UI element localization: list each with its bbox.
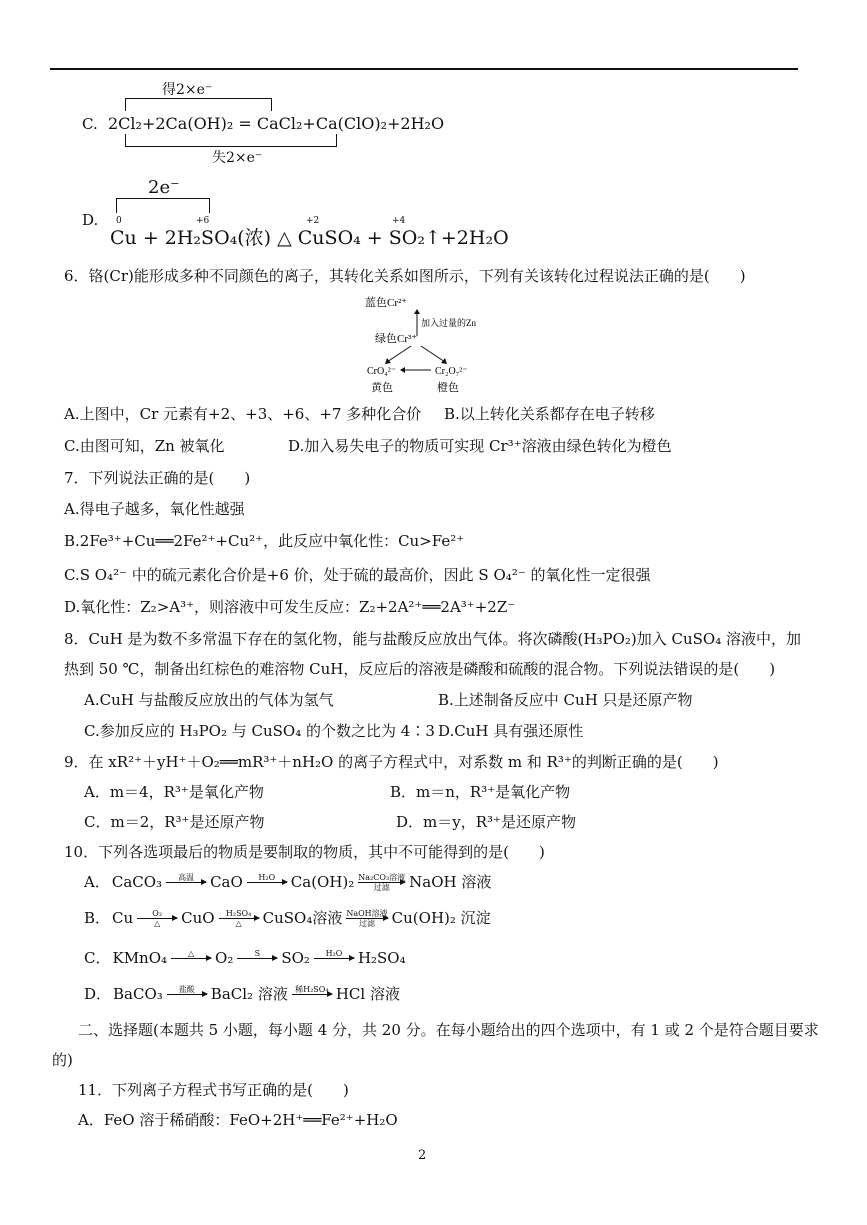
q5-d-ox-s4: +4 (392, 216, 406, 226)
reaction-arrow: NaOH溶液 过滤 (346, 909, 388, 928)
arrow-to-cr2o7 (421, 346, 445, 362)
q5-c-gain-bracket (125, 98, 272, 111)
q5-c-label: C. (82, 115, 98, 133)
section2-instructions-line1: 二、选择题(本题共 5 小题，每小题 4 分，共 20 分。在每小题给出的四个选项中，有 1 或 2 个是符合题目要求 (78, 1021, 819, 1039)
reaction-arrow: 高温 (166, 873, 206, 892)
q10-a-substance: NaOH 溶液 (409, 873, 492, 891)
q10-option-b (84, 908, 491, 928)
q10-b-substance: Cu(OH)₂ 沉淀 (391, 909, 491, 927)
reaction-arrow: 稀H₂SO₄ (292, 985, 332, 1004)
q10-c-substance: SO₂ (281, 949, 310, 967)
q10-a-label: A． (84, 873, 110, 891)
arrow-head-horizontal (400, 367, 405, 373)
q9-option-a: A．m＝4，R³⁺是氧化产物 (84, 783, 264, 801)
q8-option-b: B.上述制备反应中 CuH 只是还原产物 (438, 691, 693, 709)
q5-d-equation: Cu + 2H₂SO₄(浓) △ CuSO₄ + SO₂↑+2H₂O (110, 227, 509, 249)
q5-c-gain-label: 得2×e⁻ (162, 82, 213, 98)
reaction-arrow: O₂ △ (137, 909, 177, 928)
q11-option-a: A．FeO 溶于稀硝酸：FeO+2H⁺══Fe²⁺+H₂O (78, 1111, 398, 1129)
q5-d-electron-label: 2e⁻ (148, 177, 180, 198)
q5-d-ox-s: +6 (196, 216, 210, 226)
arrow-head-up (414, 309, 420, 314)
q7-option-a: A.得电子越多，氧化性越强 (64, 500, 245, 518)
reaction-arrow: S (237, 949, 277, 968)
diagram-cro4: CrO₄²⁻ (367, 366, 396, 377)
q9-option-d: D．m＝y，R³⁺是还原产物 (396, 813, 576, 831)
page-number: 2 (418, 1148, 427, 1163)
chromium-conversion-diagram (365, 292, 505, 396)
q10-c-substance: H₂SO₄ (357, 949, 406, 967)
q5-d-label: D. (82, 211, 99, 229)
q10-b-substance: CuO (181, 909, 215, 927)
q7-option-d: D.氧化性：Z₂>A³⁺，则溶液中可发生反应：Z₂+2A²⁺══2A³⁺+2Z⁻ (64, 598, 516, 616)
q10-a-substance: CaCO₃ (111, 873, 163, 891)
arrow-to-cro4 (387, 346, 411, 362)
q10-d-substance: BaCl₂ 溶液 (210, 985, 288, 1003)
q6-option-c: C.由图可知，Zn 被氧化 (64, 437, 225, 455)
q10-option-d (84, 984, 400, 1004)
diagram-zn-label: 加入过量的Zn (421, 318, 476, 328)
q10-c-substance: KMnO₄ (112, 949, 168, 967)
q6-stem: 6．铬(Cr)能形成多种不同颜色的离子，其转化关系如图所示，下列有关该转化过程说法正确的是( ) (64, 267, 746, 285)
reaction-arrow: Na₂CO₃溶液 过滤 (358, 873, 406, 892)
q8-option-c: C.参加反应的 H₃PO₂ 与 CuSO₄ 的个数之比为 4∶3 (84, 722, 435, 740)
section2-instructions-line2: 的) (52, 1051, 73, 1069)
q10-c-substance: O₂ (215, 949, 234, 967)
reaction-arrow: H₂SO₄ △ (219, 909, 259, 928)
diagram-yellow: 黄色 (371, 382, 393, 394)
q10-b-label: B． (84, 909, 111, 927)
q5-c-equation: 2Cl₂+2Ca(OH)₂ = CaCl₂+Ca(ClO)₂+2H₂O (108, 114, 445, 133)
q10-b-substance: CuSO₄溶液 (262, 909, 343, 927)
q6-option-a: A.上图中，Cr 元素有+2、+3、+6、+7 多种化合价 (64, 405, 422, 423)
q9-option-c: C．m＝2，R³⁺是还原产物 (84, 813, 265, 831)
q8-stem-line1: 8．CuH 是为数不多常温下存在的氢化物，能与盐酸反应放出气体。将次磷酸(H₃PO₂)加入 CuSO₄ 溶液中，加 (64, 630, 801, 648)
diagram-orange: 橙色 (437, 382, 459, 394)
q10-b-substance: Cu (112, 909, 134, 927)
q8-stem-line2: 热到 50 ℃，制备出红棕色的难溶物 CuH，反应后的溶液是磷酸和硫酸的混合物。下列说法错误的是( ) (64, 660, 776, 678)
q5-c-loss-label: 失2×e⁻ (212, 150, 263, 166)
q10-a-substance: Ca(OH)₂ (290, 873, 355, 891)
diagram-cr2o7: Cr₂O₇²⁻ (435, 366, 468, 377)
q5-d-ox-cu2: +2 (306, 216, 320, 226)
q10-c-label: C． (84, 949, 111, 967)
q10-d-label: D． (84, 985, 112, 1003)
reaction-arrow: H₂O (247, 873, 287, 892)
q7-option-c: C.S O₄²⁻ 中的硫元素化合价是+6 价，处于硫的最高价，因此 S O₄²⁻ 的氧化性一定很强 (64, 566, 651, 584)
q9-stem: 9．在 xR²⁺＋yH⁺＋O₂══mR³⁺＋nH₂O 的离子方程式中，对系数 m 和 R³⁺的判断正确的是( ) (64, 753, 719, 771)
q8-option-d: D.CuH 具有强还原性 (438, 722, 584, 740)
q9-option-b: B．m＝n，R³⁺是氧化产物 (390, 783, 571, 801)
q5-c-loss-bracket (125, 134, 337, 147)
q6-option-d: D.加入易失电子的物质可实现 Cr³⁺溶液由绿色转化为橙色 (288, 437, 672, 455)
q11-stem: 11．下列离子方程式书写正确的是( ) (78, 1081, 349, 1099)
q10-stem: 10．下列各选项最后的物质是要制取的物质，其中不可能得到的是( ) (64, 843, 545, 861)
top-rule (50, 68, 798, 70)
q10-a-substance: CaO (210, 873, 243, 891)
q10-d-substance: BaCO₃ (113, 985, 163, 1003)
q5-d-ox-cu: 0 (116, 216, 122, 226)
reaction-arrow: △ (171, 949, 211, 968)
q7-option-b: B.2Fe³⁺+Cu══2Fe²⁺+Cu²⁺，此反应中氧化性：Cu>Fe²⁺ (64, 532, 465, 550)
arrow-head-right (441, 358, 447, 364)
q10-option-a (84, 872, 491, 892)
q6-option-b: B.以上转化关系都存在电子转移 (444, 405, 655, 423)
q8-option-a: A.CuH 与盐酸反应放出的气体为氢气 (84, 691, 334, 709)
q5-d-transfer-bracket (116, 198, 210, 213)
q10-option-c (84, 948, 406, 968)
q10-d-substance: HCl 溶液 (335, 985, 400, 1003)
reaction-arrow: 盐酸 (167, 985, 207, 1004)
q7-stem: 7．下列说法正确的是( ) (64, 469, 251, 487)
reaction-arrow: H₂O (314, 949, 354, 968)
arrow-head-left (385, 358, 391, 364)
diagram-blue-cr2: 蓝色Cr²⁺ (365, 297, 408, 309)
diagram-green-cr3: 绿色Cr³⁺ (375, 333, 418, 345)
